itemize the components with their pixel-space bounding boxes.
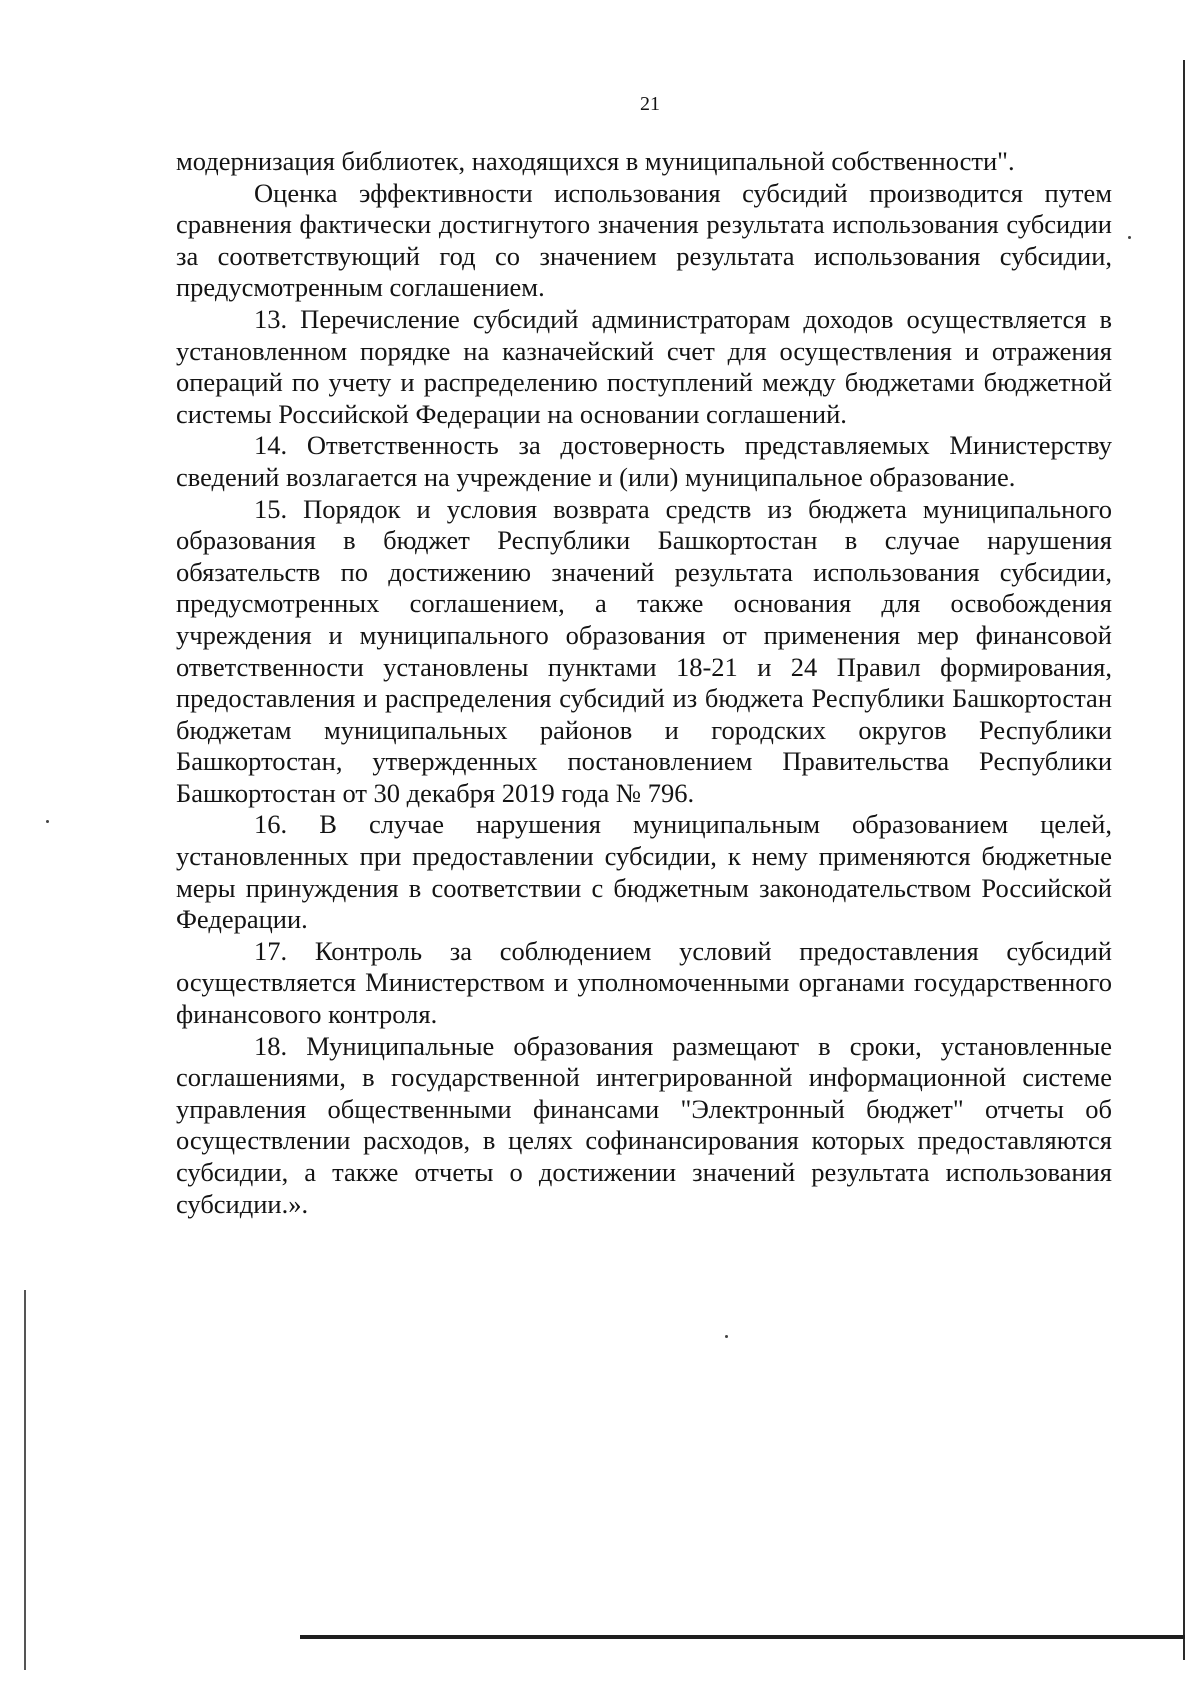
paragraph-continuation: модернизация библиотек, находящихся в муниципальной собственности". [176, 146, 1015, 176]
paragraph-15: 15. Порядок и условия возврата средств из бюджета муниципального образования в бюджет Республики Башкортостан в случае нарушения обязательств по достижению значений результата использования субсидии, предусмотренных соглашением, а также основания для освобождения учреждения и муниципального образования от применения мер финансовой ответственности установлены пунктами 18-21 и 24 Правил формирования, предоставления и распределения субсидий из бюджета Республики Башкортостан бюджетам муниципальных районов и городских округов Республики Башкортостан, утвержденных постановлением Правительства Республики Башкортостан от 30 декабря 2019 года № 796. [176, 493, 1112, 808]
scan-speck [1128, 236, 1131, 239]
paragraph-16: 16. В случае нарушения муниципальным образованием целей, установленных при предоставлении субсидии, к нему применяются бюджетные меры принуждения в соответствии с бюджетным законодательством Российской Федерации. [176, 809, 1112, 935]
paragraph-evaluation: Оценка эффективности использования субсидий производится путем сравнения фактически достигнутого значения результата использования субсидии за соответствующий год со значением результата использования субсидии, предусмотренным соглашением. [176, 177, 1112, 303]
page-number: 21 [640, 93, 660, 115]
paragraph-14: 14. Ответственность за достоверность представляемых Министерству сведений возлагается на учреждение и (или) муниципальное образование. [176, 430, 1112, 492]
paragraph-17: 17. Контроль за соблюдением условий предоставления субсидий осуществляется Министерством и уполномоченными органами государственного финансового контроля. [176, 935, 1112, 1030]
paragraph-13: 13. Перечисление субсидий администраторам доходов осуществляется в установленном порядке на казначейский счет для осуществления и отражения операций по учету и распределению поступлений между бюджетами бюджетной системы Российской Федерации на основании соглашений. [176, 303, 1112, 429]
scan-speck [725, 1335, 728, 1338]
scan-speck [46, 820, 49, 823]
document-body [176, 146, 1112, 1220]
bottom-rule [300, 1635, 1185, 1639]
scan-edge-right [1183, 60, 1185, 1660]
paragraph-18: 18. Муниципальные образования размещают в сроки, установленные соглашениями, в государственной интегрированной информационной системе управления общественными финансами "Электронный бюджет" отчеты об осуществлении расходов, в целях софинансирования которых предоставляются субсидии, а также отчеты о достижении значений результата использования субсидии.». [176, 1030, 1112, 1219]
scan-edge-left [24, 1290, 26, 1670]
